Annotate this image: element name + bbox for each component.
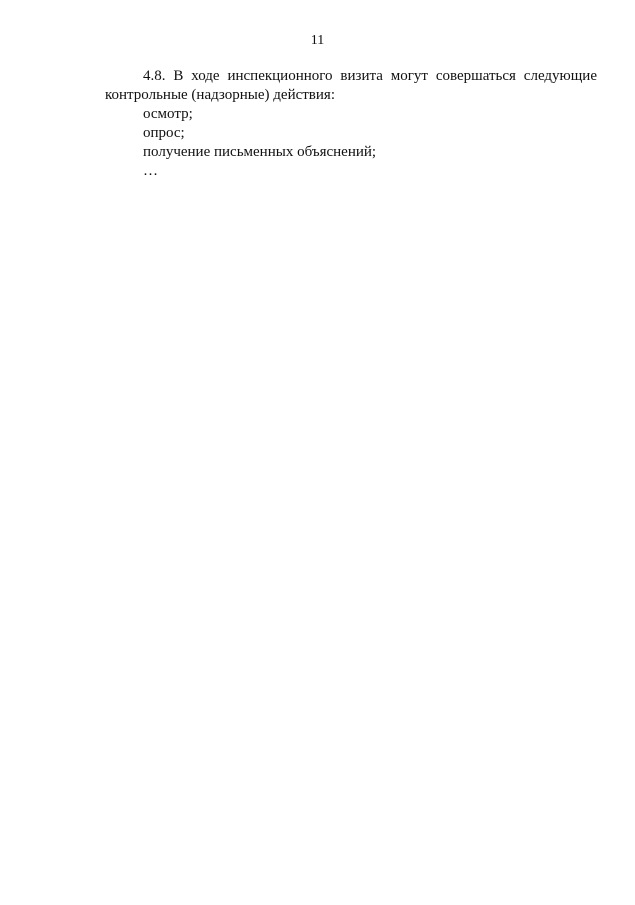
page-number: 11 [310, 33, 325, 48]
list-item: осмотр; [143, 106, 193, 123]
list-4-8 [105, 105, 597, 181]
list-item: опрос; [143, 125, 185, 142]
section-heading-4-8: 4.8. В ходе инспекционного визита могут совершаться следующие контрольные (надзорные) действия: [105, 68, 597, 104]
document-body [105, 67, 597, 182]
list-item: … [143, 163, 158, 180]
list-item: получение письменных объяснений; [143, 144, 377, 161]
